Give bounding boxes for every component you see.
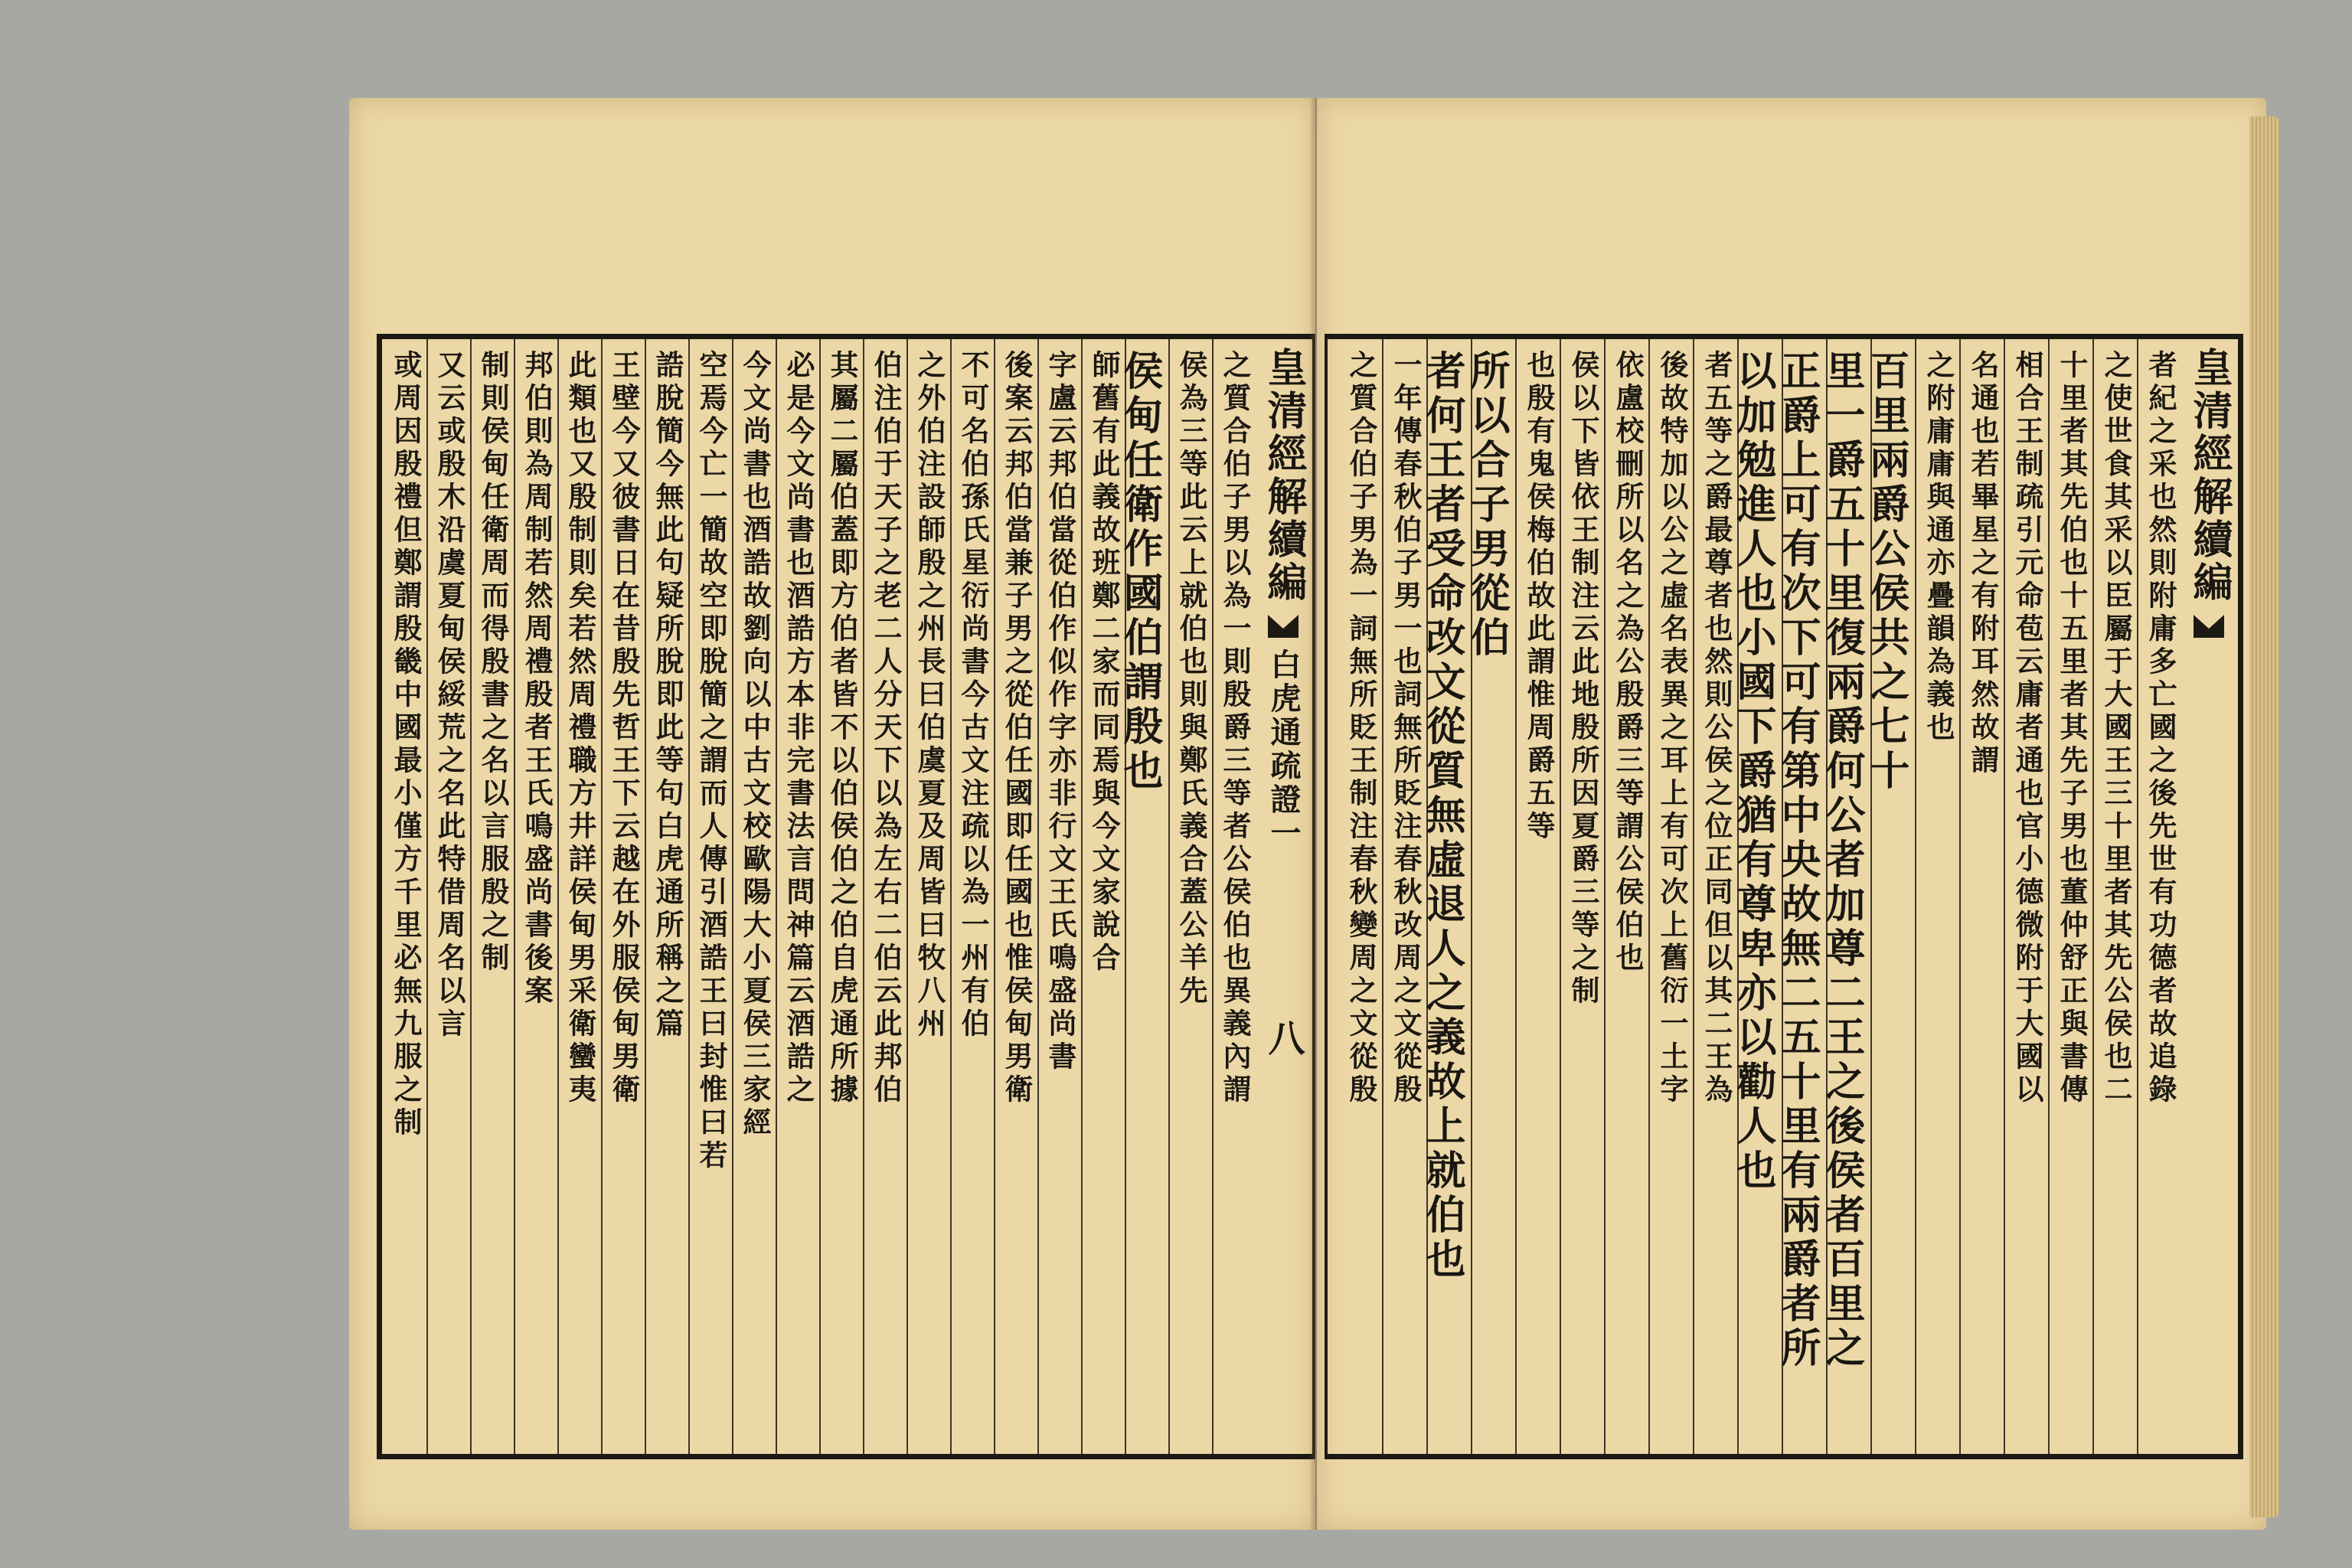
- text-column: 侯甸任衛作國伯謂殷也: [1125, 339, 1168, 1454]
- text-column: 或周因殷禮但鄭謂殷畿中國最小僅方千里必無九服之制: [389, 350, 423, 1140]
- text-column: 也殷有鬼侯梅伯故此謂惟周爵五等: [1515, 339, 1560, 1454]
- right-text-frame: [1325, 334, 2243, 1459]
- text-column: 者紀之采也然則附庸多亡國之後先世有功德者故追錄: [2137, 339, 2181, 1454]
- text-column: 制則侯甸任衛周而得殷書之名以言服殷之制: [470, 339, 514, 1454]
- text-column: 所以合子男從伯: [1471, 339, 1515, 1454]
- text-column: 之質合伯子男以為一則殷爵三等者公侯伯也異義內謂: [1212, 339, 1256, 1454]
- text-column: 百里兩爵公侯共之七十: [1870, 339, 1915, 1454]
- page-number: 八: [1262, 1019, 1305, 1056]
- text-column: 名通也若畢星之有附耳然故謂: [1959, 339, 2004, 1454]
- text-column: 後故特加以公之虛名表異之耳上有可次上舊衍一土字: [1648, 339, 1693, 1454]
- text-column: 者何王者受命改文從質無虛退人之義故上就伯也: [1426, 339, 1471, 1454]
- text-column: 依盧校刪所以名之為公殷爵三等謂公侯伯也: [1604, 339, 1648, 1454]
- text-column: 後案云邦伯當兼子男之從伯任國即任國也惟侯甸男衛: [994, 339, 1037, 1454]
- text-column: 字盧云邦伯當從伯作似作字亦非行文王氏鳴盛尚書: [1037, 339, 1081, 1454]
- text-column: 侯為三等此云上就伯也則與鄭氏義合蓋公羊先: [1168, 339, 1212, 1454]
- text-column: 又云或殷木沿虞夏甸侯綏荒之名此特借周名以言: [426, 339, 470, 1454]
- text-column: 十里者其先伯也十五里者其先子男也董仲舒正與書傳: [2048, 339, 2092, 1454]
- text-column: 邦伯則為周制若然周禮殷者王氏鳴盛尚書後案: [514, 339, 557, 1454]
- text-column: 里一爵五十里復兩爵何公者加尊二王之後侯者百里之: [1826, 339, 1870, 1454]
- fish-tail-mark: [1268, 615, 1298, 638]
- text-column: 師舊有此義故班鄭二家而同焉與今文家說合: [1081, 339, 1125, 1454]
- text-column: 此類也又殷制則矣若然周禮職方井詳侯甸男采衛蠻夷: [557, 339, 601, 1454]
- right-margin-title: [2181, 339, 2238, 1454]
- chapter-title: 白虎通疏證一: [1266, 648, 1302, 851]
- text-column: 不可名伯孫氏星衍尚書今古文注疏以為一州有伯: [950, 339, 994, 1454]
- fish-tail-mark: [2194, 615, 2224, 638]
- text-column: 正爵上可有次下可有第中央故無二五十里有兩爵者所: [1782, 339, 1826, 1454]
- left-columns: [382, 339, 1256, 1454]
- open-book: [335, 93, 2283, 1540]
- left-text-frame: [377, 334, 1315, 1459]
- text-column: 之附庸庸與通亦疊韻為義也: [1915, 339, 1959, 1454]
- text-column: 一年傳春秋伯子男一也詞無所貶注春秋改周之文從殷: [1382, 339, 1426, 1454]
- left-margin-title: [1256, 339, 1312, 1454]
- text-column: 之使世食其采以臣屬于大國王三十里者其先公侯也二: [2092, 339, 2137, 1454]
- text-column: 今文尚書也酒誥故劉向以中古文校歐陽大小夏侯三家經: [732, 339, 776, 1454]
- page-edges: [2249, 116, 2280, 1517]
- text-column: 以加勉進人也小國下爵猶有尊卑亦以勸人也: [1737, 339, 1782, 1454]
- text-column: 誥脫簡今無此句疑所脫即此等句白虎通所稱之篇: [645, 339, 688, 1454]
- text-column: 王壁今又彼書日在昔殷先哲王下云越在外服侯甸男衛: [601, 339, 645, 1454]
- text-column: 之外伯注設師殷之州長曰伯虞夏及周皆曰牧八州: [906, 339, 950, 1454]
- right-page: [1317, 98, 2266, 1530]
- text-column: 其屬二屬伯蓋即方伯者皆不以伯侯伯之伯自虎通所據: [819, 339, 863, 1454]
- text-column: 伯注伯于天子之老二人分天下以為左右二伯云此邦伯: [863, 339, 906, 1454]
- text-column: 之質合伯子男為一詞無所貶王制注春秋變周之文從殷: [1344, 350, 1378, 1107]
- text-column: 侯以下皆依王制注云此地殷所因夏爵三等之制: [1560, 339, 1604, 1454]
- text-column: 必是今文尚書也酒誥方本非完書法言問神篇云酒誥之: [776, 339, 819, 1454]
- right-columns: [1328, 339, 2181, 1454]
- text-column: 者五等之爵最尊者也然則公侯之位正同但以其二王為: [1693, 339, 1737, 1454]
- book-title: 皇清經解續編: [2186, 347, 2233, 604]
- book-title: 皇清經解續編: [1260, 347, 1307, 604]
- left-page: [349, 98, 1315, 1530]
- text-column: 相合王制疏引元命苞云庸者通也官小德微附于大國以: [2004, 339, 2048, 1454]
- text-column: 空焉今亡一簡故空即脫簡之謂而人傳引酒誥王曰封惟曰若: [688, 339, 732, 1454]
